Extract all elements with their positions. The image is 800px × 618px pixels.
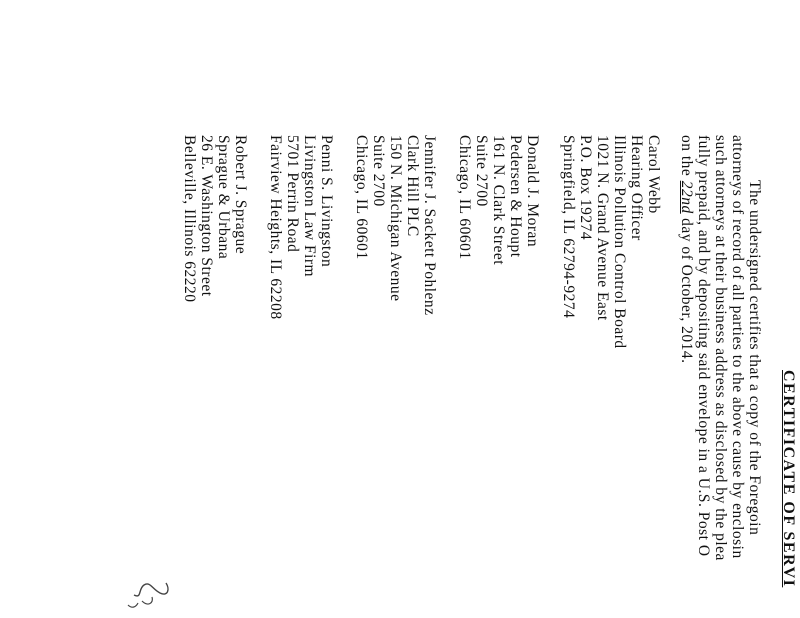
paragraph-line: fully prepaid, and by depositing said envelope in a U.S. Post O: [695, 135, 712, 557]
paragraph-line: such attorneys at their business address as disclosed by the plea: [712, 135, 729, 561]
addressee-line: Chicago, IL 60601: [456, 135, 473, 260]
addressee-line: P.O. Box 19274: [577, 135, 594, 241]
addressee-line: Hearing Officer: [628, 135, 645, 241]
addressee-line: Jennifer J. Sackett Pohlenz: [421, 135, 438, 316]
addressee-line: 5701 Perrin Road: [284, 135, 301, 253]
addressee-line: Illinois Pollution Control Board: [611, 135, 628, 349]
paragraph-line: The undersigned certifies that a copy of the Foregoin: [746, 180, 763, 536]
addressee-line: 26 E. Washington Street: [198, 135, 215, 297]
certificate-title: CERTIFICATE OF SERVI: [780, 370, 797, 588]
addressee-line: Donald J. Moran: [524, 135, 541, 248]
paragraph-date-line: [678, 135, 694, 364]
addressee-line: Carol Webb: [645, 135, 662, 214]
addressee-line: Sprague & Urbana: [215, 135, 232, 260]
addressee-line: Robert J. Sprague: [232, 135, 249, 255]
addressee-line: Pedersen & Houpt: [507, 135, 524, 258]
addressee-line: Suite 2700: [473, 135, 490, 207]
addressee-line: Livingston Law Firm: [301, 135, 318, 278]
addressee-line: Penni S. Livingston: [318, 135, 335, 268]
addressee-line: Springfield, IL 62794-9274: [560, 135, 577, 319]
addressee-line: 1021 N. Grand Avenue East: [594, 135, 611, 321]
date-prefix: on the: [678, 135, 695, 177]
addressee-line: Belleville, Illinois 62220: [181, 135, 198, 303]
addressee-line: Clark Hill PLC: [404, 135, 421, 237]
addressee-line: 161 N. Clark Street: [490, 135, 507, 266]
paragraph-line: attorneys of record of all parties to the above cause by enclosin: [729, 135, 746, 559]
handwritten-signature: [124, 575, 172, 615]
addressee-line: Fairview Heights, IL 62208: [267, 135, 284, 320]
addressee-line: Chicago, IL 60601: [353, 135, 370, 260]
addressee-line: Suite 2700: [370, 135, 387, 207]
date-suffix: day of October, 2014.: [678, 218, 695, 364]
date-handwritten: 22nd: [678, 180, 695, 214]
addressee-line: 150 N. Michigan Avenue: [387, 135, 404, 302]
